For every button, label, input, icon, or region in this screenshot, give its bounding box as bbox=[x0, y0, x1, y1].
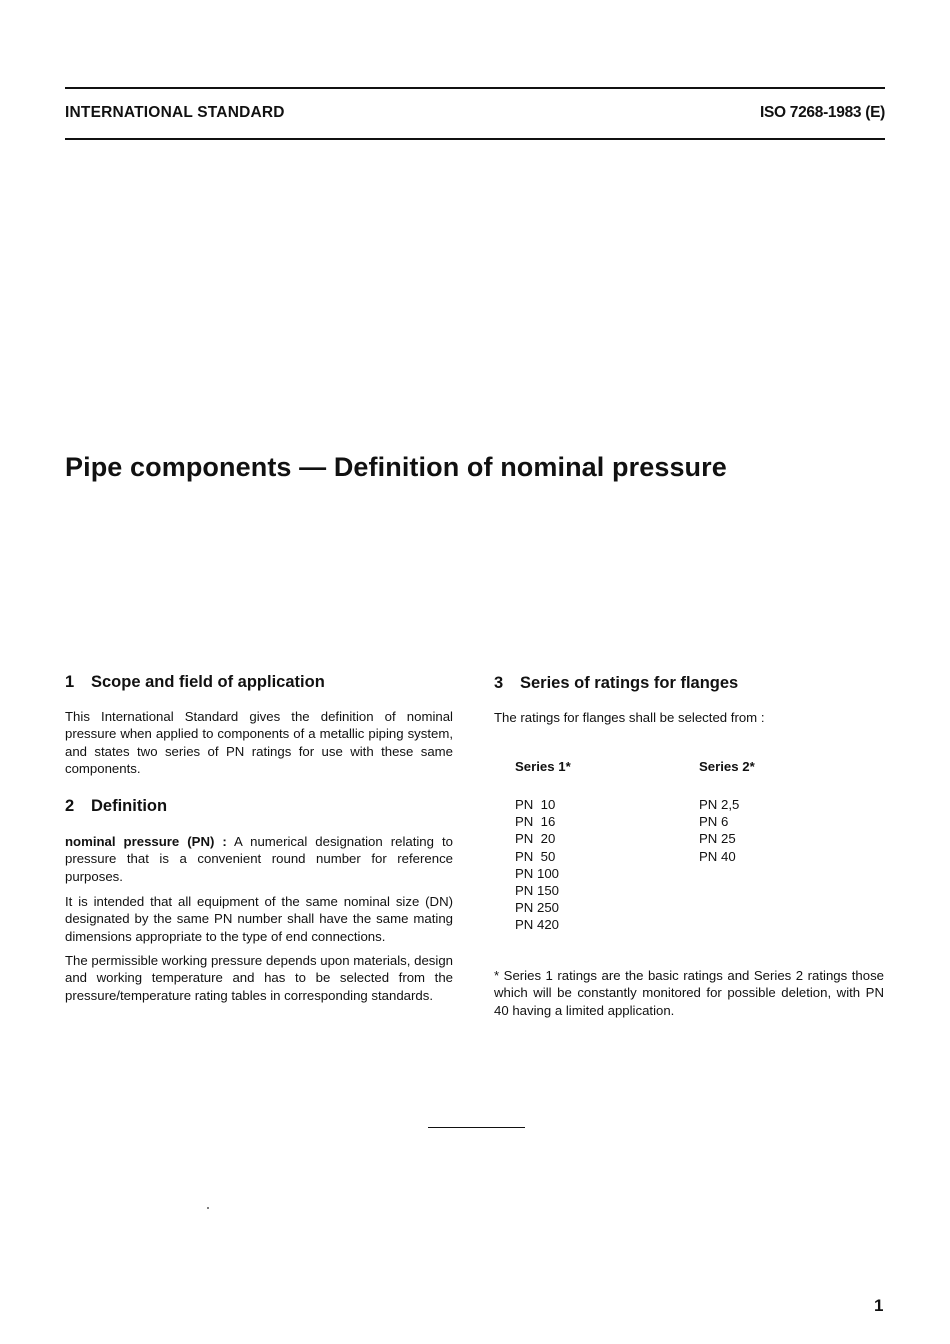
definition-text: A numerical designation relating to pressure that is a convenient round number for reference purposes. bbox=[65, 834, 453, 884]
series-2-list bbox=[699, 758, 755, 865]
rating-item: PN 20 bbox=[515, 831, 556, 847]
rating-item: PN 40 bbox=[699, 848, 736, 864]
series-1-ratings bbox=[515, 796, 571, 934]
series-1-label: Series 1* bbox=[515, 759, 571, 774]
section-2-title: Definition bbox=[91, 797, 168, 815]
end-of-text-rule bbox=[428, 1127, 525, 1128]
standard-number: ISO 7268-1983 (E) bbox=[759, 104, 885, 121]
scan-speck bbox=[207, 1207, 209, 1209]
rating-item: PN 6 bbox=[699, 814, 729, 830]
section-1-heading bbox=[65, 672, 325, 692]
section-3-number: 3 bbox=[494, 674, 504, 692]
rating-item: PN 50 bbox=[515, 848, 556, 864]
rating-item: PN 250 bbox=[515, 900, 559, 916]
rating-item: PN 100 bbox=[515, 865, 559, 881]
series-intro: The ratings for flanges shall be selected from : bbox=[494, 710, 765, 725]
section-2-heading bbox=[65, 796, 167, 816]
rating-item: PN 25 bbox=[699, 831, 736, 847]
section-2-number: 2 bbox=[65, 797, 75, 815]
section-3-heading bbox=[494, 673, 738, 693]
series-footnote: * Series 1 ratings are the basic ratings and Series 2 ratings those which will be constantly monitored for possible deletion, with PN 40 having a limited application. bbox=[494, 968, 884, 1018]
series-2-label: Series 2* bbox=[699, 759, 755, 774]
series-1-list bbox=[515, 758, 571, 934]
rating-item: PN 2,5 bbox=[699, 797, 740, 812]
scope-paragraph: This International Standard gives the definition of nominal pressure when applied to components of a metallic piping system, and states two series of PN ratings for use with these same components. bbox=[65, 709, 453, 776]
section-1-number: 1 bbox=[65, 673, 75, 691]
rating-item: PN 420 bbox=[515, 917, 559, 933]
document-title: Pipe components — Definition of nominal pressure bbox=[65, 452, 727, 482]
section-1-title: Scope and field of application bbox=[91, 673, 325, 691]
page-number: 1 bbox=[874, 1296, 884, 1315]
working-pressure-paragraph: The permissible working pressure depends upon materials, design and working temperature and has to be selected from the pressure/temperature rating tables in corresponding standards. bbox=[65, 953, 453, 1003]
rating-item: PN 150 bbox=[515, 883, 559, 899]
rating-item: PN 10 bbox=[515, 797, 556, 812]
header-top-rule bbox=[65, 87, 885, 89]
document-type: INTERNATIONAL STANDARD bbox=[65, 104, 285, 121]
series-2-ratings bbox=[699, 796, 755, 865]
header-bottom-rule bbox=[65, 138, 885, 140]
mating-dimensions-paragraph: It is intended that all equipment of the same nominal size (DN) designated by the same PN number shall have the same mating dimensions appropriate to the type of end connections. bbox=[65, 894, 453, 944]
section-3-title: Series of ratings for flanges bbox=[520, 674, 739, 692]
definition-paragraph bbox=[65, 833, 453, 885]
rating-item: PN 16 bbox=[515, 814, 556, 830]
defined-term: nominal pressure (PN) : bbox=[65, 834, 227, 849]
